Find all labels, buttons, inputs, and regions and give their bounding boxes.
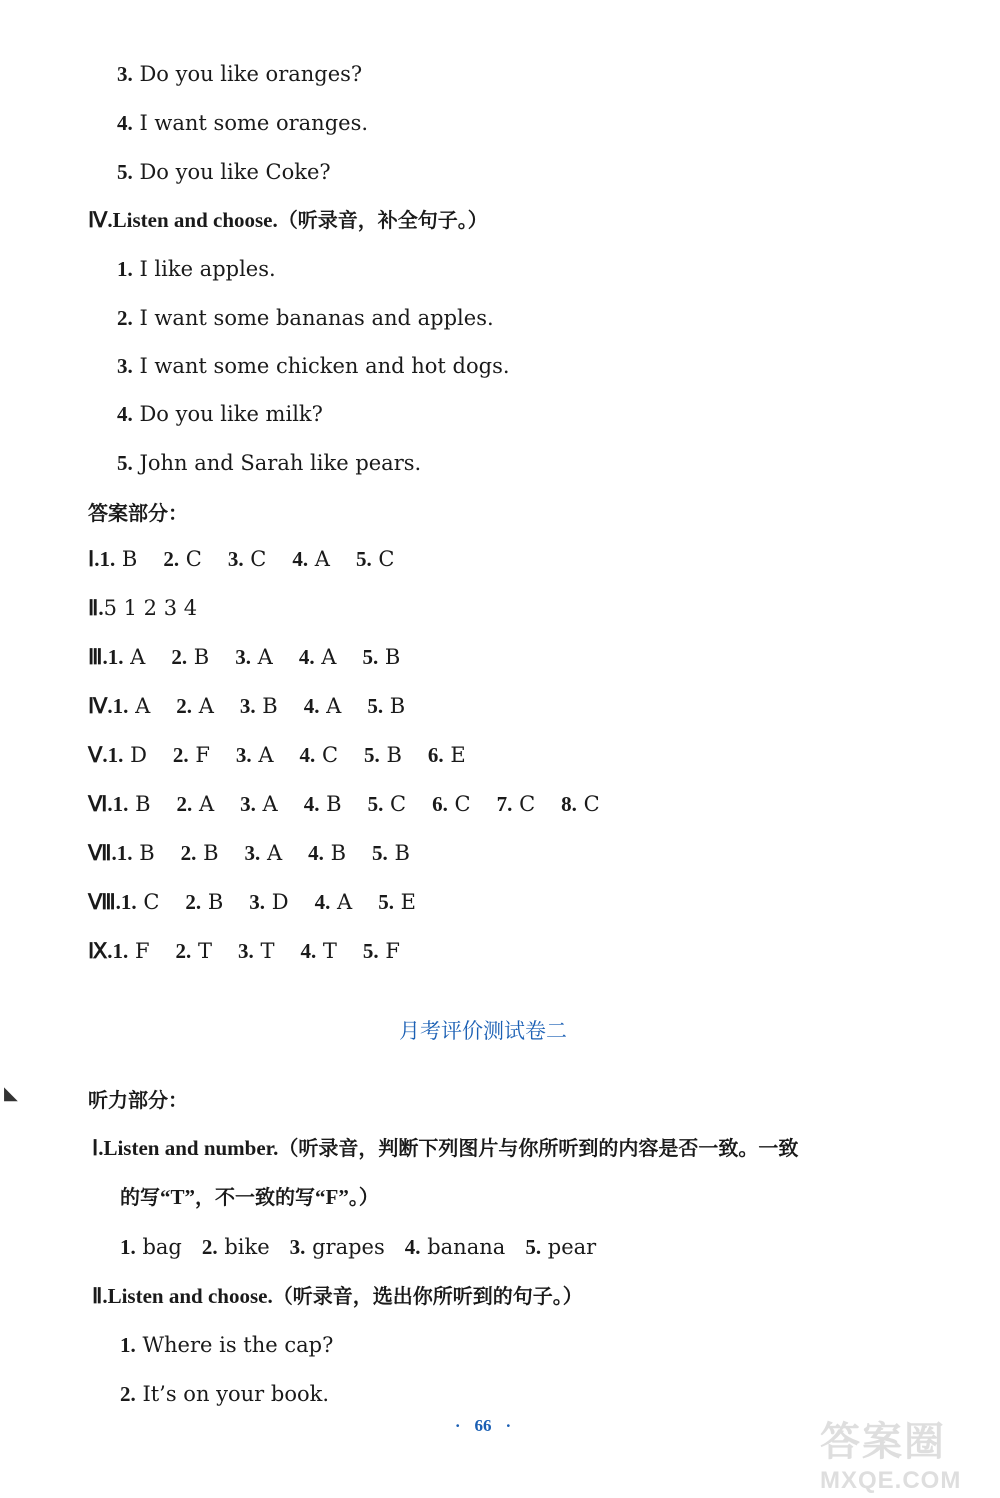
answer-number: 4. [300,939,317,963]
answer-number: 5. [362,645,379,669]
answer-item [356,549,395,570]
answer-number: 3. [240,792,256,816]
test-2-title: 月考评价测试卷二 [399,1019,567,1043]
answer-number: 2. [171,645,188,669]
answer-item [113,696,151,717]
answer-number: 4. [298,645,315,669]
answer-value: E [450,743,466,767]
answer-item [108,647,146,668]
answer-number: 8. [561,792,577,816]
answer-item [308,843,346,864]
section-4-item-2: 2. I want some bananas and apples. [117,306,494,330]
listening-heading: 听力部分： [88,1088,188,1112]
answer-item [185,892,223,913]
sentence-4: 4. I want some oranges. [117,111,369,135]
answer-value: C [519,792,536,816]
answer-value: T [260,939,275,963]
answer-row [88,598,197,619]
answer-item [181,843,219,864]
answer-value: B [262,694,278,718]
answer-number: 7. [496,792,513,816]
answer-item [292,549,330,570]
answer-row-roman: Ⅱ. [88,596,104,620]
answer-value: C [583,792,600,816]
answer-value: B [139,841,155,865]
answer-item [561,794,600,815]
answer-item [245,843,283,864]
answer-value: A [321,645,337,669]
answer-row-roman: Ⅴ. [88,743,108,767]
answer-item [362,647,400,668]
watermark-text: 答案圈 [820,1419,946,1465]
answer-row-roman: Ⅶ. [88,841,117,865]
answer-item [236,745,274,766]
answers-heading: 答案部分： [88,501,188,525]
watermark-url: MXQE.COM [820,1467,962,1494]
answer-number: 5. [362,939,379,963]
answer-value: C [390,792,407,816]
answer-number: 5. [372,841,388,865]
answer-order: 5 1 2 3 4 [103,596,198,620]
answer-number: 6. [427,743,444,767]
answer-value: B [207,890,224,914]
answer-item [176,941,212,962]
answer-item [228,549,267,570]
answer-item [249,892,288,913]
answer-value: B [121,547,138,571]
answer-value: C [321,743,339,767]
answer-item [428,745,466,766]
answer-row-roman: Ⅰ. [88,547,100,571]
answer-item [304,794,342,815]
answer-number: 2. [172,743,189,767]
answer-value: B [330,841,346,865]
answer-item [171,647,209,668]
answer-item [367,696,405,717]
answer-item [177,794,215,815]
answer-value: A [266,841,283,865]
answer-number: 3. [238,939,254,963]
answer-item [432,794,471,815]
answer-value: A [135,694,151,718]
answer-item [368,794,407,815]
answer-item [364,745,402,766]
answer-number: 1. [107,743,124,767]
answer-item [113,794,151,815]
answer-number: 1. [99,547,116,571]
answer-number: 1. [112,792,129,816]
answer-item [173,745,210,766]
answer-value: C [143,890,160,914]
answer-item [363,941,400,962]
page-number: · 66 · [454,1416,512,1435]
answer-number: 1. [107,645,124,669]
answer-value: A [257,645,273,669]
answer-value: T [322,939,337,963]
answer-value: C [185,547,202,571]
section-4-item-5: 5. John and Sarah like pears. [117,451,422,475]
answer-value: A [130,645,146,669]
answer-value: B [389,694,406,718]
answer-value: C [378,547,395,571]
answer-number: 1. [116,841,133,865]
answer-number: 3. [249,890,266,914]
section-4-item-4: 4. Do you like milk? [117,402,323,426]
answer-row-roman: Ⅸ. [88,939,113,963]
answer-number: 3. [235,743,252,767]
sentence-3: 3. Do you like oranges? [117,62,363,86]
test2-section-2-heading: Ⅱ.Listen and choose.（听录音，选出你所听到的句子。） [92,1284,583,1308]
answer-value: B [326,792,342,816]
answer-value: B [193,645,210,669]
answer-row [88,941,426,962]
answer-number: 4. [314,890,331,914]
answer-number: 5. [364,743,380,767]
answer-value: B [135,792,151,816]
answer-row [88,696,431,717]
answer-value: B [203,841,219,865]
answer-item [315,892,353,913]
answer-value: D [130,743,147,767]
answer-number: 1. [112,939,129,963]
answer-item [176,696,214,717]
answer-value: A [262,792,278,816]
answer-number: 1. [112,694,129,718]
answer-number: 4. [299,743,316,767]
answer-value: A [314,547,330,571]
answer-item [299,647,337,668]
answer-value: A [337,890,353,914]
answer-number: 3. [235,645,251,669]
answer-item [108,745,147,766]
answer-item [497,794,536,815]
answer-item [235,647,273,668]
scan-mark: ◣ [4,1083,18,1104]
watermark-logo [820,1410,995,1494]
answer-value: F [134,939,150,963]
answer-number: 3. [227,547,244,571]
answer-number: 4. [292,547,309,571]
answer-number: 5. [355,547,372,571]
answer-value: B [386,743,402,767]
answer-number: 3. [244,841,261,865]
answer-number: 5. [367,792,384,816]
answer-item [240,794,278,815]
answer-item [113,941,150,962]
test2-section-1-heading-cont: 的写“T”，不一致的写“F”。） [120,1185,379,1209]
test2-section-2-item-1: 1. Where is the cap? [120,1333,334,1357]
answer-value: B [394,841,410,865]
answer-item [240,696,278,717]
answer-number: 2. [176,792,193,816]
answer-number: 2. [176,694,192,718]
answer-row [88,745,492,766]
answer-number: 5. [367,694,384,718]
answer-value: F [385,939,400,963]
answer-number: 2. [180,841,197,865]
answer-value: A [326,694,342,718]
section-4-item-1: 1. I like apples. [117,257,276,281]
answer-item [304,696,342,717]
answer-item [121,892,160,913]
answer-value: E [400,890,416,914]
answer-number: 2. [163,547,180,571]
answer-item [300,941,336,962]
answer-item [117,843,155,864]
answer-item [99,549,137,570]
answer-row [88,647,426,668]
answer-number: 4. [303,792,320,816]
sentence-5: 5. Do you like Coke? [117,160,331,184]
test2-section-1-heading: Ⅰ.Listen and number.（听录音，判断下列图片与你所听到的内容是否一致。一致 [92,1136,799,1160]
section-4-heading: Ⅳ.Listen and choose.（听录音，补全句子。） [88,208,488,232]
answer-number: 1. [120,890,137,914]
test2-section-1-words: 1. bag 2. bike 3. grapes 4. banana 5. pear [120,1235,597,1259]
answer-row [88,892,442,913]
answer-value: T [197,939,212,963]
answer-number: 4. [303,694,320,718]
answer-row-roman: Ⅳ. [88,694,113,718]
answer-number: 3. [239,694,256,718]
answer-value: C [454,792,471,816]
answer-item [238,941,274,962]
answer-row [88,794,626,815]
answer-value: A [198,792,215,816]
answer-item [372,843,410,864]
answer-row-roman: Ⅷ. [88,890,121,914]
answer-row [88,549,420,570]
answer-number: 6. [432,792,448,816]
answer-value: A [258,743,274,767]
answer-value: C [250,547,267,571]
answer-item [300,745,339,766]
answer-number: 5. [378,890,394,914]
answer-number: 2. [185,890,202,914]
answer-number: 4. [308,841,324,865]
test2-section-2-item-2: 2. It’s on your book. [120,1382,330,1406]
answer-value: D [271,890,289,914]
answer-item [163,549,202,570]
section-4-item-3: 3. I want some chicken and hot dogs. [117,354,510,378]
answer-value: F [195,743,210,767]
answer-row-roman: Ⅵ. [88,792,113,816]
answer-row-roman: Ⅲ. [88,645,108,669]
answer-row [88,843,436,864]
answer-number: 2. [175,939,192,963]
answer-value: A [198,694,214,718]
answer-value: B [384,645,401,669]
answer-item [378,892,416,913]
